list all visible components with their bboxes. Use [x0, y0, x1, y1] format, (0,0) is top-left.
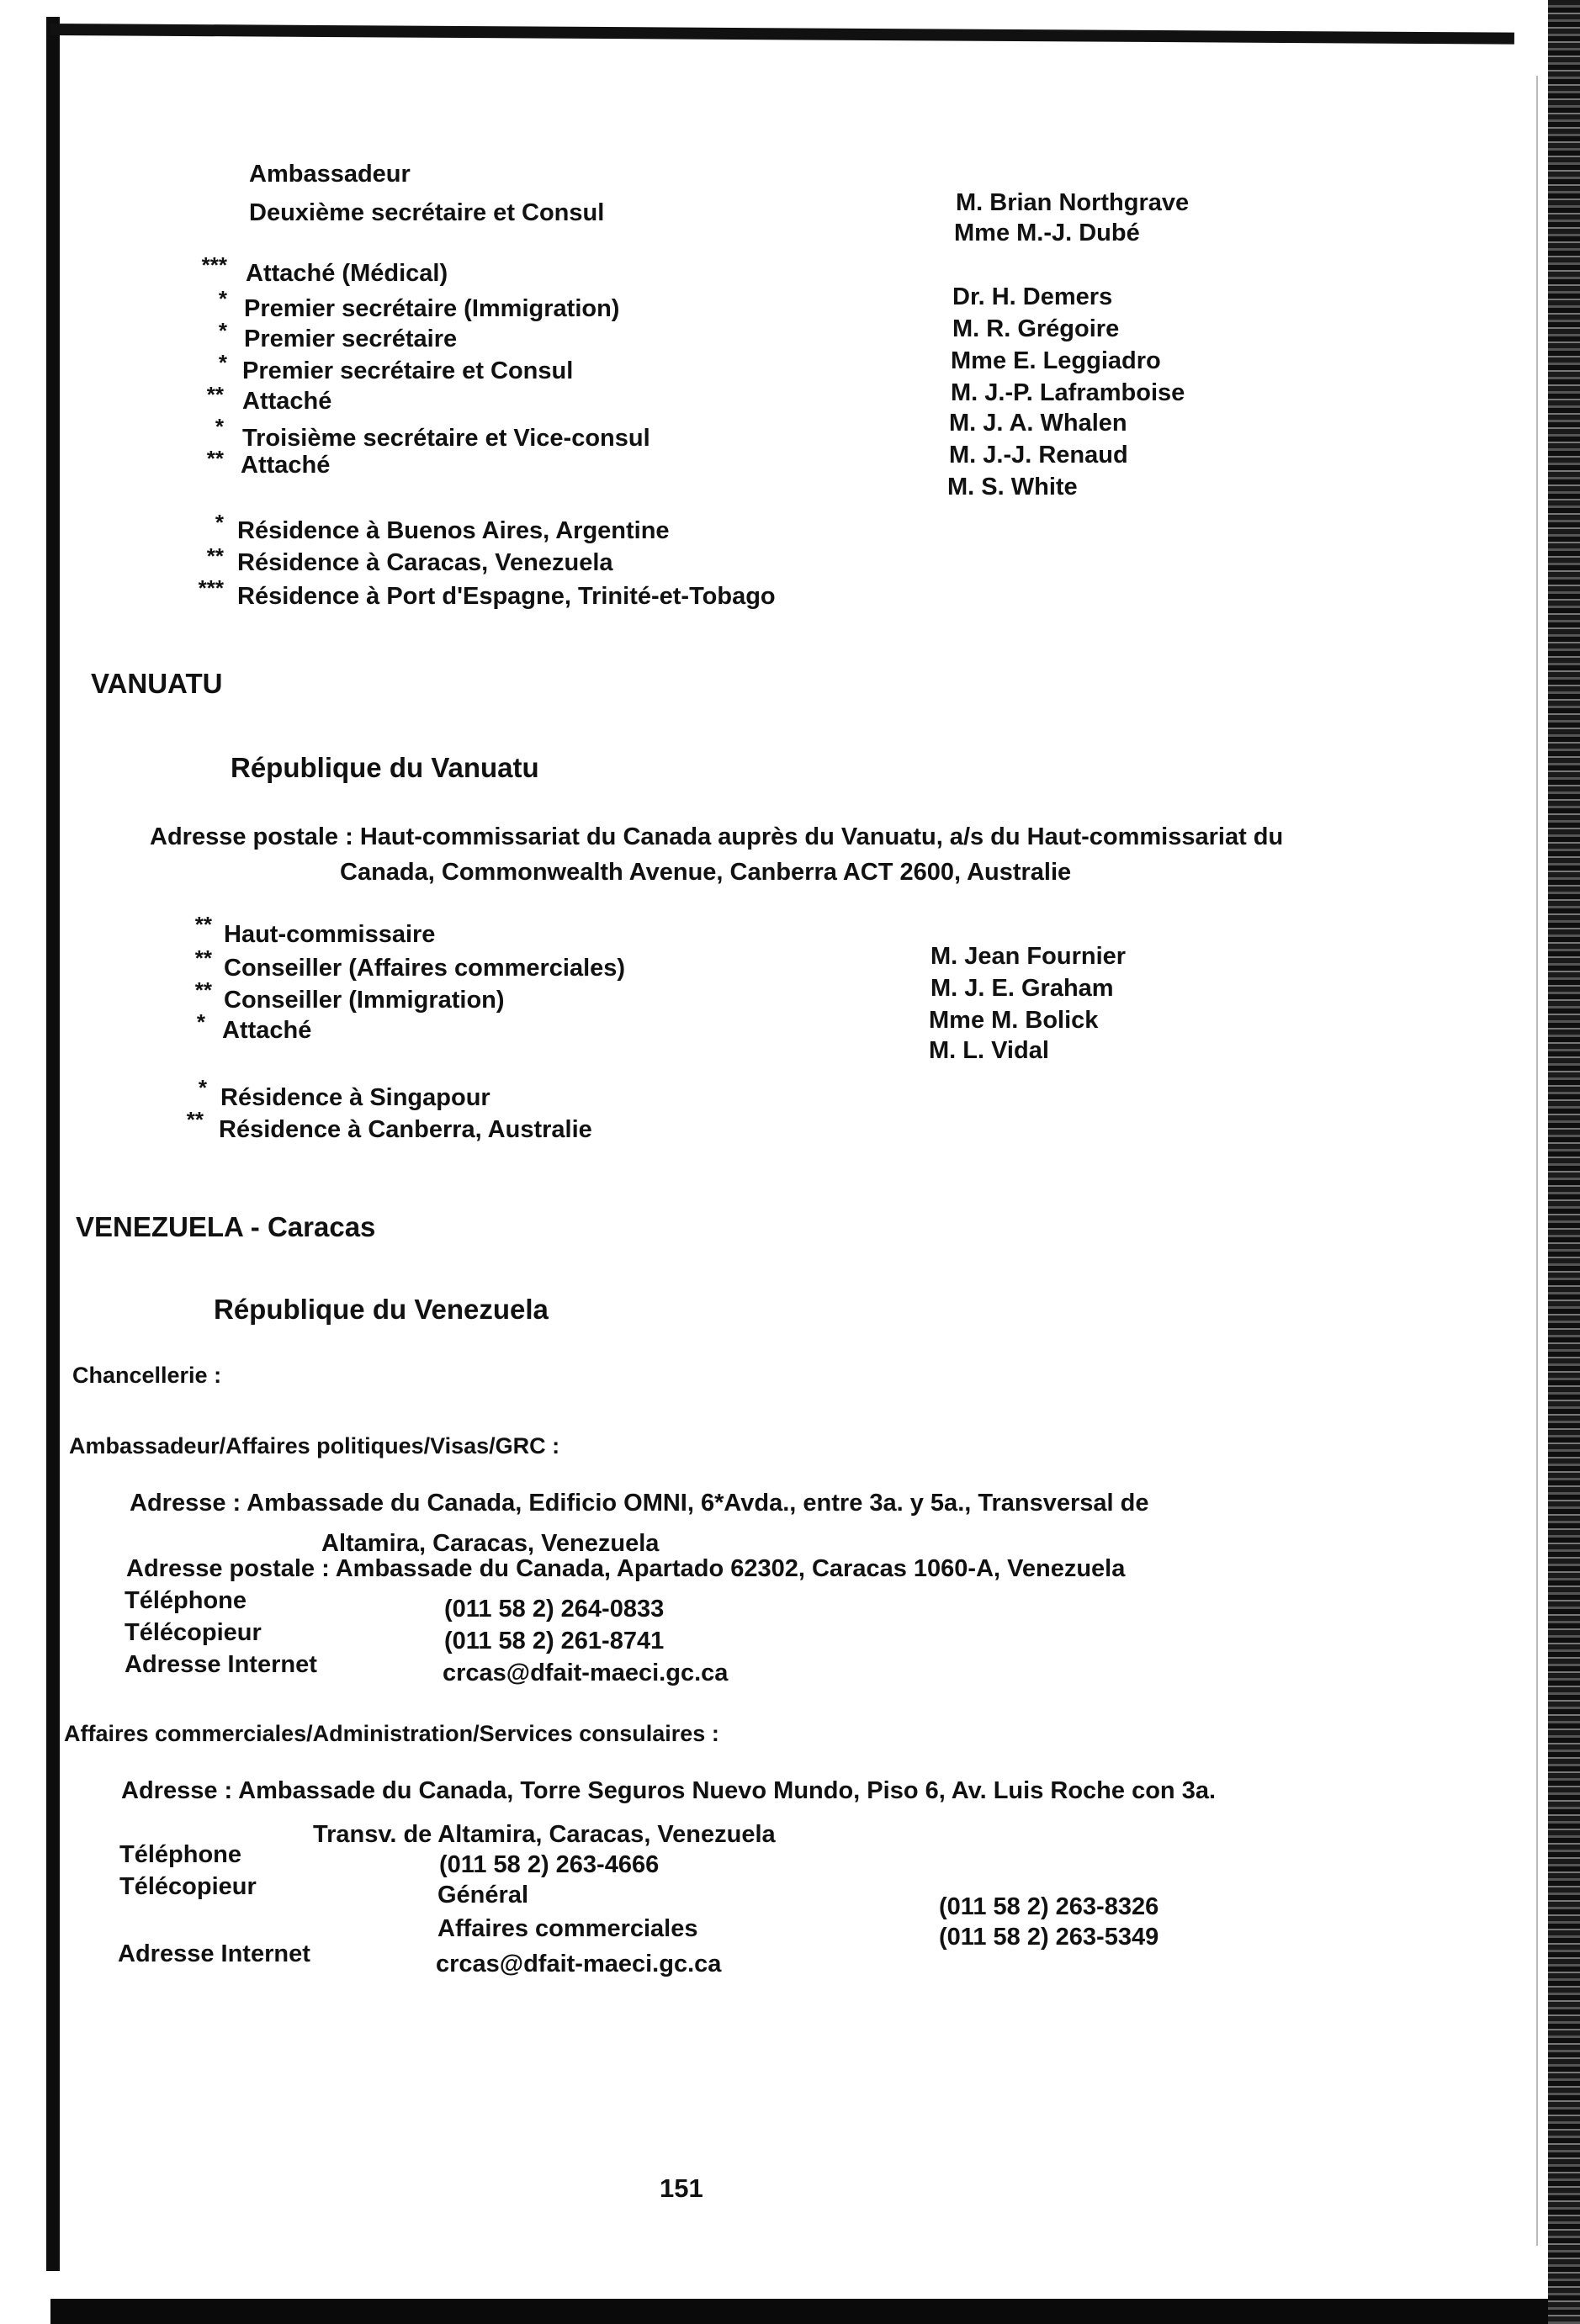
- section-ambassadeur-title: Ambassadeur/Affaires politiques/Visas/GRC :: [69, 1433, 560, 1458]
- section2-fax-general-label: Général: [437, 1882, 528, 1908]
- vanuatu-postal-line2: Canada, Commonwealth Avenue, Canberra ACT 2600, Australie: [340, 859, 1072, 886]
- role-attache: Attaché: [222, 1017, 312, 1044]
- footnote-marker: **: [186, 1107, 204, 1132]
- footnote-caracas: Résidence à Caracas, Venezuela: [237, 549, 613, 576]
- role-marker: **: [194, 977, 212, 1003]
- scan-edge-right: [1548, 0, 1580, 2324]
- role-premier-secretaire: Premier secrétaire: [244, 326, 458, 352]
- role-haut-commissaire: Haut-commissaire: [224, 921, 436, 948]
- official-name-vanuatu: République du Vanuatu: [231, 752, 539, 783]
- heading-venezuela: VENEZUELA - Caracas: [76, 1211, 376, 1242]
- footnote-port-espagne: Résidence à Port d'Espagne, Trinité-et-Tobago: [237, 583, 776, 610]
- name-white: M. S. White: [947, 474, 1078, 500]
- scan-edge-left: [46, 17, 60, 2271]
- official-name-venezuela: République du Venezuela: [214, 1294, 549, 1325]
- role-marker: **: [206, 382, 224, 407]
- role-marker: **: [194, 945, 212, 971]
- section1-postal: Adresse postale : Ambassade du Canada, Apartado 62302, Caracas 1060-A, Venezuela: [126, 1555, 1126, 1582]
- section2-email: crcas@dfait-maeci.gc.ca: [436, 1951, 722, 1977]
- role-marker: **: [194, 912, 212, 937]
- role-marker: *: [218, 286, 227, 311]
- role-marker: ***: [201, 252, 227, 278]
- name-bolick: Mme M. Bolick: [929, 1007, 1099, 1034]
- footnote-canberra: Résidence à Canberra, Australie: [219, 1116, 592, 1143]
- role-marker: *: [196, 1009, 205, 1035]
- name-fournier: M. Jean Fournier: [931, 943, 1127, 970]
- role-troisieme-secretaire: Troisième secrétaire et Vice-consul: [242, 425, 650, 452]
- role-marker: **: [206, 446, 224, 471]
- footnote-buenos-aires: Résidence à Buenos Aires, Argentine: [237, 517, 670, 544]
- role-premier-secretaire-immigration: Premier secrétaire (Immigration): [244, 295, 620, 322]
- name-renaud: M. J.-J. Renaud: [949, 442, 1128, 469]
- name-whalen: M. J. A. Whalen: [949, 410, 1127, 437]
- section1-phone-label: Téléphone: [125, 1587, 247, 1614]
- role-deuxieme-secretaire: Deuxième secrétaire et Consul: [249, 199, 605, 226]
- page-number: 151: [660, 2173, 703, 2203]
- section2-fax-commercial: (011 58 2) 263-5349: [939, 1924, 1159, 1951]
- role-attache-medical: Attaché (Médical): [246, 260, 448, 287]
- name-vidal: M. L. Vidal: [929, 1037, 1049, 1064]
- role-premier-secretaire-consul: Premier secrétaire et Consul: [242, 357, 574, 384]
- section2-fax-commercial-label: Affaires commerciales: [437, 1915, 698, 1942]
- scan-edge-bottom: [50, 2299, 1548, 2324]
- name-dube: Mme M.-J. Dubé: [954, 220, 1140, 246]
- section2-address-line2: Transv. de Altamira, Caracas, Venezuela: [313, 1821, 776, 1848]
- section-commercial-title: Affaires commerciales/Administration/Services consulaires :: [64, 1721, 719, 1746]
- role-attache: Attaché: [242, 388, 332, 415]
- section1-address-line2: Altamira, Caracas, Venezuela: [321, 1530, 660, 1557]
- footnote-marker: **: [206, 543, 224, 569]
- name-demers: Dr. H. Demers: [952, 283, 1113, 310]
- footnote-marker: *: [215, 510, 224, 535]
- role-marker: *: [215, 414, 224, 439]
- scan-line-right: [1536, 76, 1538, 2246]
- role-conseiller-commercial: Conseiller (Affaires commerciales): [224, 955, 626, 982]
- name-graham: M. J. E. Graham: [931, 975, 1114, 1002]
- section2-phone: (011 58 2) 263-4666: [439, 1851, 660, 1878]
- section1-fax-label: Télécopieur: [125, 1619, 262, 1646]
- name-laframboise: M. J.-P. Laframboise: [951, 379, 1185, 406]
- section1-phone: (011 58 2) 264-0833: [444, 1596, 665, 1623]
- role-marker: *: [218, 350, 227, 375]
- scan-edge-top: [50, 24, 1514, 45]
- chancellerie-label: Chancellerie :: [72, 1363, 222, 1388]
- section1-email: crcas@dfait-maeci.gc.ca: [443, 1660, 729, 1686]
- role-marker: *: [218, 318, 227, 343]
- section1-email-label: Adresse Internet: [125, 1651, 317, 1678]
- section2-phone-label: Téléphone: [119, 1841, 242, 1868]
- heading-vanuatu: VANUATU: [91, 668, 223, 699]
- section2-fax-general: (011 58 2) 263-8326: [939, 1893, 1159, 1920]
- section1-fax: (011 58 2) 261-8741: [444, 1628, 665, 1654]
- footnote-singapour: Résidence à Singapour: [220, 1084, 490, 1111]
- name-gregoire: M. R. Grégoire: [952, 315, 1120, 342]
- role-conseiller-immigration: Conseiller (Immigration): [224, 987, 505, 1014]
- role-ambassadeur: Ambassadeur: [249, 161, 411, 188]
- name-northgrave: M. Brian Northgrave: [956, 189, 1190, 216]
- section2-fax-label: Télécopieur: [119, 1873, 257, 1900]
- section2-address-line1: Adresse : Ambassade du Canada, Torre Seguros Nuevo Mundo, Piso 6, Av. Luis Roche con 3a.: [121, 1777, 1217, 1804]
- vanuatu-postal-line1: Adresse postale : Haut-commissariat du Canada auprès du Vanuatu, a/s du Haut-commissariat du: [150, 823, 1284, 850]
- section2-email-label: Adresse Internet: [118, 1940, 310, 1967]
- role-attache: Attaché: [241, 452, 331, 479]
- footnote-marker: ***: [198, 575, 224, 601]
- section1-address-line1: Adresse : Ambassade du Canada, Edificio OMNI, 6*Avda., entre 3a. y 5a., Transversal de: [130, 1490, 1149, 1517]
- name-leggiadro: Mme E. Leggiadro: [951, 347, 1161, 374]
- footnote-marker: *: [198, 1075, 207, 1100]
